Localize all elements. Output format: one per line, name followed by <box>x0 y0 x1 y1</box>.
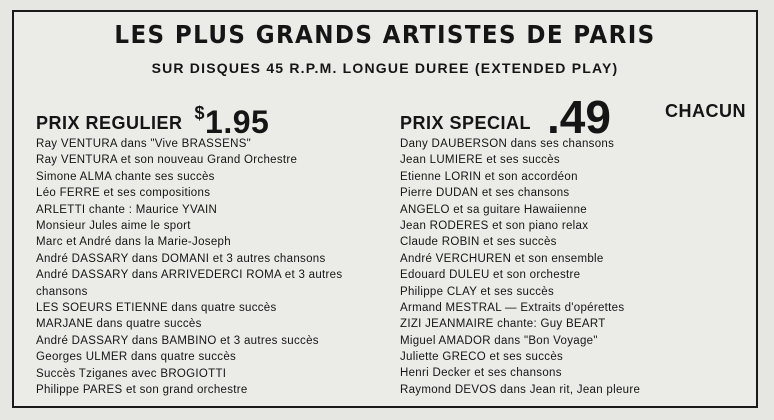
special-price-record-list <box>400 136 746 398</box>
list-item: Succès Tziganes avec BROGIOTTI <box>36 367 227 380</box>
list-item: Edouard DULEU et son orchestre <box>400 269 581 282</box>
regular-price-amount: 1.95 <box>205 104 270 140</box>
list-item: André DASSARY dans DOMANI et 3 autres chansons <box>36 252 326 265</box>
ad-title: LES PLUS GRANDS ARTISTES DE PARIS <box>114 20 656 49</box>
regular-price-label: PRIX REGULIER <box>36 113 183 133</box>
list-item: Ray VENTURA dans "Vive BRASSENS" <box>36 138 252 150</box>
list-item: Simone ALMA chante ses succès <box>36 170 215 183</box>
list-item: Marc et André dans la Marie-Joseph <box>36 236 231 249</box>
list-item: ZIZI JEANMAIRE chante: Guy BEART <box>400 318 606 331</box>
list-item: ANGELO et sa guitare Hawaiienne <box>400 203 588 216</box>
regular-price-heading <box>36 98 269 138</box>
list-item: Miguel AMADOR dans "Bon Voyage" <box>400 334 598 347</box>
list-item: Juliette GRECO et ses succès <box>400 351 564 364</box>
regular-price-value <box>194 103 270 140</box>
list-item: Henri Decker et ses chansons <box>400 367 562 380</box>
list-item: Claude ROBIN et ses succès <box>400 236 557 249</box>
special-price-heading <box>400 90 746 143</box>
list-item: Pierre DUDAN et ses chansons <box>400 187 570 200</box>
list-item: Jean LUMIERE et ses succès <box>400 154 560 167</box>
currency-symbol: $ <box>194 103 206 123</box>
list-item: MARJANE dans quatre succès <box>36 318 202 331</box>
list-item: André DASSARY dans BAMBINO et 3 autres succès <box>36 334 319 347</box>
ad-subtitle: SUR DISQUES 45 R.P.M. LONGUE DUREE (EXTENDED PLAY) <box>151 60 619 76</box>
list-item: ARLETTI chante : Maurice YVAIN <box>36 203 218 216</box>
list-item: Monsieur Jules aime le sport <box>36 219 191 232</box>
special-price-amount: .49 <box>547 90 611 143</box>
list-item: Philippe PARES et son grand orchestre <box>36 383 248 396</box>
list-item: André VERCHUREN et son ensemble <box>400 252 604 265</box>
list-item: Philippe CLAY et ses succès <box>400 285 555 298</box>
special-price-suffix: CHACUN <box>665 101 746 121</box>
list-item: Jean RODERES et son piano relax <box>400 219 589 232</box>
list-item: Dany DAUBERSON dans ses chansons <box>400 138 615 150</box>
list-item: Léo FERRE et ses compositions <box>36 187 211 200</box>
record-advertisement <box>12 10 758 408</box>
list-item: André DASSARY dans ARRIVEDERCI ROMA et 3 autres chansons <box>36 269 343 298</box>
special-price-label: PRIX SPECIAL <box>400 113 532 133</box>
list-item: LES SOEURS ETIENNE dans quatre succès <box>36 301 277 314</box>
list-item: Ray VENTURA et son nouveau Grand Orchestre <box>36 154 298 167</box>
list-item: Etienne LORIN et son accordéon <box>400 170 578 183</box>
list-item: Raymond DEVOS dans Jean rit, Jean pleure <box>400 383 641 396</box>
list-item: Armand MESTRAL — Extraits d'opérettes <box>400 301 625 314</box>
regular-price-record-list <box>36 136 386 398</box>
list-item: Georges ULMER dans quatre succès <box>36 351 237 364</box>
